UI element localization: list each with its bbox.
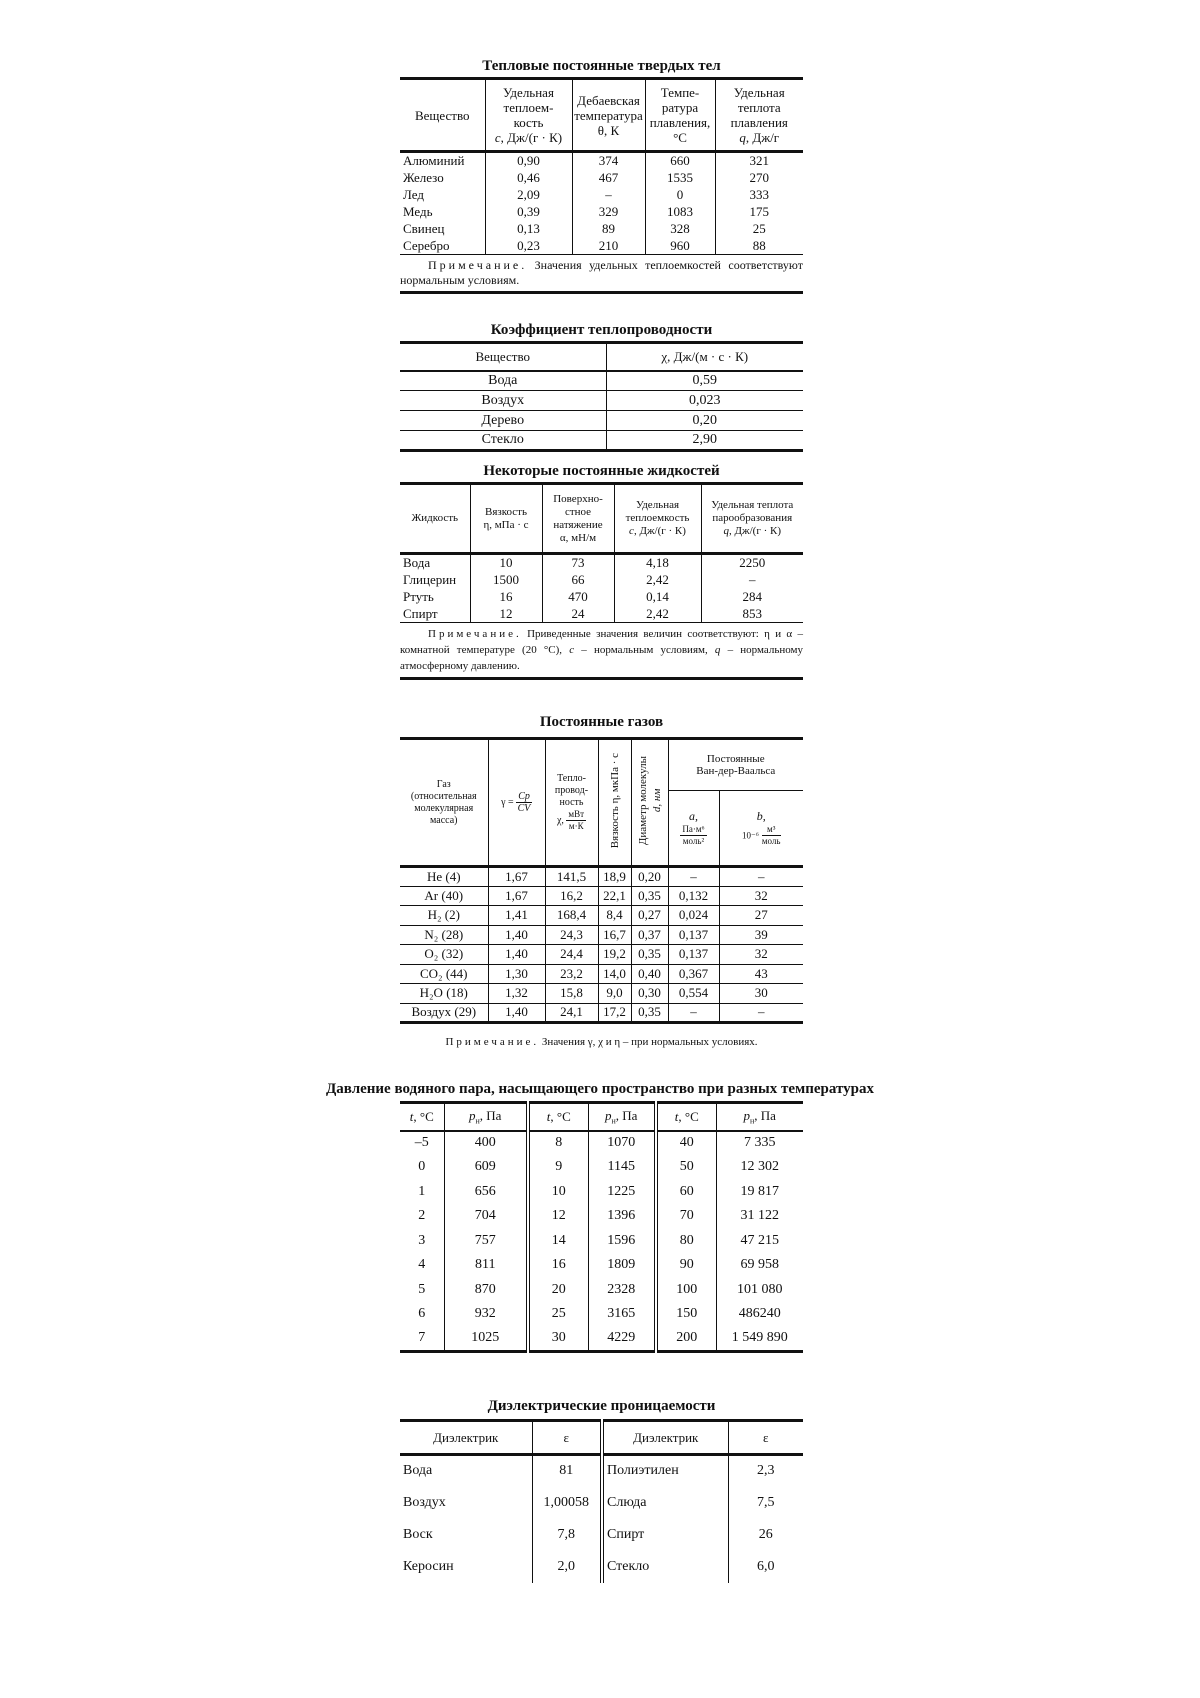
dielectric-row bbox=[400, 1551, 803, 1583]
heat-capacity-cell: 2,42 bbox=[614, 605, 701, 622]
heat-capacity-cell: 0,90 bbox=[485, 152, 572, 170]
conductivity-value-cell: 0,59 bbox=[606, 371, 803, 391]
conductivity-cell: 141,5 bbox=[545, 867, 598, 887]
gamma-cell: 1,67 bbox=[488, 867, 545, 887]
dielectric-header-eps1: ε bbox=[532, 1421, 602, 1455]
diameter-cell: 0,35 bbox=[631, 1003, 668, 1023]
temperature-cell: 9 bbox=[528, 1155, 588, 1180]
diameter-cell: 0,20 bbox=[631, 867, 668, 887]
conductivity-row bbox=[400, 411, 803, 431]
diameter-cell: 0,35 bbox=[631, 945, 668, 965]
dielectric-title: Диэлектрические проницаемости bbox=[487, 1398, 716, 1414]
permittivity-cell: 7,5 bbox=[728, 1487, 803, 1519]
solids-table bbox=[400, 77, 803, 254]
permittivity-cell: 2,0 bbox=[532, 1551, 602, 1583]
permittivity-cell: 81 bbox=[532, 1455, 602, 1487]
substance-cell: Стекло bbox=[481, 432, 524, 447]
debye-temp-cell: – bbox=[572, 186, 645, 203]
vapor-row bbox=[400, 1253, 803, 1278]
conductivity-value-cell: 0,20 bbox=[606, 411, 803, 431]
gases-row bbox=[400, 906, 803, 926]
temperature-cell: 100 bbox=[656, 1278, 716, 1303]
gases-note: Примечание. Значения γ, χ и η – при нормальных условиях. bbox=[445, 1036, 758, 1048]
vapor-row bbox=[400, 1278, 803, 1303]
gases-row bbox=[400, 1003, 803, 1023]
solids-title: Тепловые постоянные твердых тел bbox=[482, 58, 721, 74]
temperature-cell: 7 bbox=[418, 1330, 426, 1345]
gas-cell: Ar (40) bbox=[424, 887, 464, 903]
gas-cell: N₂ (28) bbox=[424, 926, 464, 942]
liquids-table bbox=[400, 482, 803, 622]
gases-row bbox=[400, 945, 803, 965]
dielectric-section bbox=[400, 1397, 803, 1583]
temperature-cell: 12 bbox=[528, 1204, 588, 1229]
viscosity-cell: 16 bbox=[470, 588, 542, 605]
vapor-row bbox=[400, 1204, 803, 1229]
melting-temp-cell: 1083 bbox=[645, 203, 715, 220]
solids-header-heat: Удельная теплоем- кость c, Дж/(г · К) bbox=[485, 79, 572, 152]
melting-temp-cell: 660 bbox=[645, 152, 715, 170]
viscosity-cell: 16,7 bbox=[598, 925, 631, 945]
heat-capacity-cell: 0,23 bbox=[485, 237, 572, 254]
permittivity-cell: 7,8 bbox=[532, 1519, 602, 1551]
vapor-header-p1: $p_н$, Па bbox=[444, 1103, 528, 1131]
pressure-cell: 1070 bbox=[588, 1131, 656, 1156]
solids-header-melting: Темпе- ратура плавления, °С bbox=[645, 79, 715, 152]
surface-tension-cell: 470 bbox=[542, 588, 614, 605]
vapor-row bbox=[400, 1180, 803, 1205]
temperature-cell: 2 bbox=[418, 1208, 426, 1224]
substance-cell: Серебро bbox=[403, 237, 450, 253]
debye-temp-cell: 89 bbox=[572, 220, 645, 237]
viscosity-cell: 9,0 bbox=[598, 984, 631, 1004]
liquids-header-vaporization: Удельная теплота парообразования q, Дж/(г · К) bbox=[701, 484, 803, 554]
viscosity-cell: 22,1 bbox=[598, 886, 631, 906]
vdw-a-cell: 0,367 bbox=[668, 964, 719, 984]
solids-row bbox=[400, 203, 803, 220]
vdw-a-cell: 0,137 bbox=[668, 945, 719, 965]
pressure-cell: 4229 bbox=[588, 1327, 656, 1352]
solids-row bbox=[400, 152, 803, 170]
substance-cell: Лед bbox=[403, 186, 424, 202]
conductivity-header-chi: χ, Дж/(м · с · К) bbox=[606, 343, 803, 371]
dielectric-row bbox=[400, 1455, 803, 1487]
temperature-cell: 80 bbox=[656, 1229, 716, 1254]
viscosity-cell: 10 bbox=[470, 554, 542, 572]
dielectric-name-cell: Керосин bbox=[403, 1558, 454, 1574]
melting-temp-cell: 1535 bbox=[645, 169, 715, 186]
diameter-cell: 0,27 bbox=[631, 906, 668, 926]
heat-capacity-cell: 0,39 bbox=[485, 203, 572, 220]
liquid-cell: Глицерин bbox=[403, 571, 457, 587]
vapor-row bbox=[400, 1155, 803, 1180]
vdw-b-cell: 43 bbox=[719, 964, 803, 984]
gamma-cell: 1,67 bbox=[488, 886, 545, 906]
conductivity-row bbox=[400, 431, 803, 451]
conductivity-title: Коэффициент теплопроводности bbox=[490, 322, 713, 338]
permittivity-cell: 1,00058 bbox=[532, 1487, 602, 1519]
dielectric-name-cell: Спирт bbox=[602, 1519, 728, 1551]
temperature-cell: –5 bbox=[414, 1135, 429, 1151]
gas-cell: CO₂ (44) bbox=[420, 965, 468, 981]
vdw-b-cell: 32 bbox=[719, 886, 803, 906]
gases-table bbox=[400, 737, 803, 1024]
diameter-cell: 0,35 bbox=[631, 886, 668, 906]
vapor-title: Давление водяного пара, насыщающего пространство при разных температурах bbox=[325, 1081, 875, 1097]
melting-temp-cell: 960 bbox=[645, 237, 715, 254]
liquids-row bbox=[400, 588, 803, 605]
viscosity-cell: 8,4 bbox=[598, 906, 631, 926]
melting-temp-cell: 0 bbox=[645, 186, 715, 203]
pressure-cell: 609 bbox=[444, 1155, 528, 1180]
temperature-cell: 0 bbox=[418, 1159, 426, 1175]
conductivity-cell: 15,8 bbox=[545, 984, 598, 1004]
gas-cell: He (4) bbox=[426, 868, 461, 884]
dielectric-table bbox=[400, 1419, 803, 1583]
temperature-cell: 20 bbox=[528, 1278, 588, 1303]
temperature-cell: 200 bbox=[656, 1327, 716, 1352]
pressure-cell: 3165 bbox=[588, 1302, 656, 1327]
gamma-cell: 1,41 bbox=[488, 906, 545, 926]
pressure-cell: 1596 bbox=[588, 1229, 656, 1254]
vdw-a-cell: 0,137 bbox=[668, 925, 719, 945]
temperature-cell: 3 bbox=[418, 1232, 426, 1248]
solids-section bbox=[400, 57, 803, 294]
debye-temp-cell: 467 bbox=[572, 169, 645, 186]
solids-header-fusion: Удельная теплота плавления q, Дж/г bbox=[715, 79, 803, 152]
dielectric-row bbox=[400, 1487, 803, 1519]
substance-cell: Алюминий bbox=[403, 153, 465, 168]
dielectric-header-name1: Диэлектрик bbox=[433, 1429, 499, 1445]
permittivity-cell: 2,3 bbox=[728, 1455, 803, 1487]
dielectric-name-cell: Слюда bbox=[602, 1487, 728, 1519]
substance-cell: Вода bbox=[488, 372, 518, 388]
viscosity-cell: 12 bbox=[470, 605, 542, 622]
pressure-cell: 1809 bbox=[588, 1253, 656, 1278]
conductivity-row bbox=[400, 391, 803, 411]
conductivity-cell: 168,4 bbox=[545, 906, 598, 926]
liquids-note: Примечание. Приведенные значения величин соответствуют: η и α – комнатной температуре (20 °С), c – нормальным условиям, q – нормальному атмосферному давлению. bbox=[400, 622, 803, 680]
gases-header-viscosity: Вязкость η, мкПа · с bbox=[598, 739, 631, 867]
dielectric-name-cell: Полиэтилен bbox=[602, 1455, 728, 1487]
liquids-header-surface-tension: Поверхно- стное натяжение α, мН/м bbox=[542, 484, 614, 554]
heat-capacity-cell: 0,13 bbox=[485, 220, 572, 237]
gas-cell: H₂O (18) bbox=[419, 985, 468, 1001]
debye-temp-cell: 374 bbox=[572, 152, 645, 170]
viscosity-cell: 14,0 bbox=[598, 964, 631, 984]
heat-capacity-cell: 0,46 bbox=[485, 169, 572, 186]
gamma-cell: 1,32 bbox=[488, 984, 545, 1004]
temperature-cell: 5 bbox=[418, 1281, 426, 1297]
vaporization-heat-cell: – bbox=[701, 571, 803, 588]
debye-temp-cell: 329 bbox=[572, 203, 645, 220]
gases-header-b: b, 10⁻⁶ $\frac{\text{м³}}{\text{моль}}$ bbox=[719, 791, 803, 867]
gas-cell: Воздух (29) bbox=[411, 1004, 477, 1020]
conductivity-section bbox=[400, 321, 803, 452]
gases-row bbox=[400, 925, 803, 945]
pressure-cell: 1 549 890 bbox=[716, 1327, 803, 1352]
viscosity-cell: 18,9 bbox=[598, 867, 631, 887]
pressure-cell: 1396 bbox=[588, 1204, 656, 1229]
vapor-header-p3: $p_н$, Па bbox=[716, 1103, 803, 1131]
temperature-cell: 4 bbox=[418, 1257, 426, 1273]
vapor-section bbox=[400, 1101, 803, 1353]
temperature-cell: 30 bbox=[528, 1327, 588, 1352]
vdw-b-cell: 32 bbox=[719, 945, 803, 965]
dielectric-header-name2: Диэлектрик bbox=[602, 1421, 728, 1455]
liquids-title: Некоторые постоянные жидкостей bbox=[483, 463, 720, 479]
pressure-cell: 757 bbox=[444, 1229, 528, 1254]
pressure-cell: 7 335 bbox=[716, 1131, 803, 1156]
conductivity-table bbox=[400, 341, 803, 452]
temperature-cell: 90 bbox=[656, 1253, 716, 1278]
vapor-table bbox=[400, 1101, 803, 1353]
temperature-cell: 1 bbox=[418, 1183, 426, 1199]
vaporization-heat-cell: 2250 bbox=[701, 554, 803, 572]
pressure-cell: 12 302 bbox=[716, 1155, 803, 1180]
temperature-cell: 150 bbox=[656, 1302, 716, 1327]
gases-row bbox=[400, 984, 803, 1004]
solids-row bbox=[400, 186, 803, 203]
temperature-cell: 60 bbox=[656, 1180, 716, 1205]
melting-temp-cell: 328 bbox=[645, 220, 715, 237]
debye-temp-cell: 210 bbox=[572, 237, 645, 254]
temperature-cell: 10 bbox=[528, 1180, 588, 1205]
gamma-cell: 1,30 bbox=[488, 964, 545, 984]
pressure-cell: 1225 bbox=[588, 1180, 656, 1205]
gamma-cell: 1,40 bbox=[488, 1003, 545, 1023]
viscosity-cell: 17,2 bbox=[598, 1003, 631, 1023]
gases-section bbox=[400, 713, 803, 1048]
conductivity-value-cell: 0,023 bbox=[606, 391, 803, 411]
dielectric-row bbox=[400, 1519, 803, 1551]
pressure-cell: 69 958 bbox=[716, 1253, 803, 1278]
gases-header-vdw: Постоянные Ван-дер-Ваальса bbox=[668, 739, 803, 791]
substance-cell: Воздух bbox=[481, 392, 525, 408]
fusion-heat-cell: 270 bbox=[715, 169, 803, 186]
conductivity-cell: 24,4 bbox=[545, 945, 598, 965]
vapor-row bbox=[400, 1302, 803, 1327]
vaporization-heat-cell: 284 bbox=[701, 588, 803, 605]
liquids-section bbox=[400, 462, 803, 680]
conductivity-header-substance: Вещество bbox=[475, 348, 531, 364]
pressure-cell: 932 bbox=[444, 1302, 528, 1327]
pressure-cell: 400 bbox=[444, 1131, 528, 1156]
temperature-cell: 16 bbox=[528, 1253, 588, 1278]
gases-row bbox=[400, 964, 803, 984]
heat-capacity-cell: 2,42 bbox=[614, 571, 701, 588]
solids-row bbox=[400, 220, 803, 237]
vdw-a-cell: – bbox=[668, 1003, 719, 1023]
conductivity-row bbox=[400, 371, 803, 391]
surface-tension-cell: 24 bbox=[542, 605, 614, 622]
substance-cell: Дерево bbox=[481, 412, 525, 428]
fusion-heat-cell: 333 bbox=[715, 186, 803, 203]
temperature-cell: 6 bbox=[418, 1306, 426, 1322]
vapor-header-t3: t, °C bbox=[656, 1103, 716, 1131]
permittivity-cell: 6,0 bbox=[728, 1551, 803, 1583]
liquids-header-liquid: Жидкость bbox=[411, 512, 459, 524]
heat-capacity-cell: 2,09 bbox=[485, 186, 572, 203]
dielectric-name-cell: Вода bbox=[403, 1463, 433, 1479]
vdw-b-cell: 27 bbox=[719, 906, 803, 926]
temperature-cell: 50 bbox=[656, 1155, 716, 1180]
temperature-cell: 70 bbox=[656, 1204, 716, 1229]
pressure-cell: 1145 bbox=[588, 1155, 656, 1180]
vdw-b-cell: 39 bbox=[719, 925, 803, 945]
diameter-cell: 0,40 bbox=[631, 964, 668, 984]
liquids-header-viscosity: Вязкость η, мПа · с bbox=[470, 484, 542, 554]
gas-cell: H₂ (2) bbox=[427, 907, 460, 923]
vdw-b-cell: – bbox=[719, 867, 803, 887]
conductivity-cell: 24,1 bbox=[545, 1003, 598, 1023]
gases-title: Постоянные газов bbox=[539, 714, 664, 730]
solids-row bbox=[400, 237, 803, 254]
conductivity-value-cell: 2,90 bbox=[606, 431, 803, 451]
vdw-a-cell: 0,554 bbox=[668, 984, 719, 1004]
pressure-cell: 704 bbox=[444, 1204, 528, 1229]
viscosity-cell: 1500 bbox=[470, 571, 542, 588]
heat-capacity-cell: 0,14 bbox=[614, 588, 701, 605]
heat-capacity-cell: 4,18 bbox=[614, 554, 701, 572]
liquid-cell: Ртуть bbox=[403, 588, 434, 604]
viscosity-cell: 19,2 bbox=[598, 945, 631, 965]
gases-row bbox=[400, 867, 803, 887]
gases-row bbox=[400, 886, 803, 906]
conductivity-cell: 16,2 bbox=[545, 886, 598, 906]
temperature-cell: 8 bbox=[528, 1131, 588, 1156]
vapor-row bbox=[400, 1327, 803, 1352]
gases-header-conductivity: Тепло- провод- ность χ, $\frac{\text{мВт}}{м\cdot К}$ bbox=[545, 739, 598, 867]
pressure-cell: 31 122 bbox=[716, 1204, 803, 1229]
pressure-cell: 101 080 bbox=[716, 1278, 803, 1303]
pressure-cell: 19 817 bbox=[716, 1180, 803, 1205]
solids-note: Примечание. Значения удельных теплоемкостей соответствуют нормальным условиям. bbox=[400, 254, 803, 294]
vapor-header-p2: $p_н$, Па bbox=[588, 1103, 656, 1131]
fusion-heat-cell: 175 bbox=[715, 203, 803, 220]
gases-header-diameter: Диаметр молекулы d, нм bbox=[631, 739, 668, 867]
liquids-row bbox=[400, 554, 803, 572]
surface-tension-cell: 73 bbox=[542, 554, 614, 572]
pressure-cell: 47 215 bbox=[716, 1229, 803, 1254]
liquids-header-heat: Удельная теплоемкость c, Дж/(г · К) bbox=[614, 484, 701, 554]
vapor-header-t1: t, °C bbox=[409, 1108, 434, 1124]
vdw-b-cell: 30 bbox=[719, 984, 803, 1004]
conductivity-cell: 24,3 bbox=[545, 925, 598, 945]
vapor-row bbox=[400, 1229, 803, 1254]
vapor-header-t2: t, °C bbox=[528, 1103, 588, 1131]
fusion-heat-cell: 321 bbox=[715, 152, 803, 170]
vdw-a-cell: 0,132 bbox=[668, 886, 719, 906]
surface-tension-cell: 66 bbox=[542, 571, 614, 588]
vdw-a-cell: 0,024 bbox=[668, 906, 719, 926]
substance-cell: Железо bbox=[403, 169, 444, 185]
dielectric-name-cell: Воздух bbox=[403, 1494, 446, 1510]
vdw-b-cell: – bbox=[719, 1003, 803, 1023]
solids-header-substance: Вещество bbox=[414, 107, 470, 123]
pressure-cell: 1025 bbox=[444, 1327, 528, 1352]
gases-header-gamma: γ = $\frac{Cp}{CV}$ bbox=[488, 739, 545, 867]
pressure-cell: 656 bbox=[444, 1180, 528, 1205]
gases-header-a: a, $\frac{\text{Па·м⁶}}{\text{моль²}}$ bbox=[668, 791, 719, 867]
fusion-heat-cell: 25 bbox=[715, 220, 803, 237]
substance-cell: Медь bbox=[403, 203, 433, 219]
temperature-cell: 40 bbox=[656, 1131, 716, 1156]
vdw-a-cell: – bbox=[668, 867, 719, 887]
permittivity-cell: 26 bbox=[728, 1519, 803, 1551]
fusion-heat-cell: 88 bbox=[715, 237, 803, 254]
pressure-cell: 870 bbox=[444, 1278, 528, 1303]
liquids-row bbox=[400, 605, 803, 622]
temperature-cell: 14 bbox=[528, 1229, 588, 1254]
gamma-cell: 1,40 bbox=[488, 945, 545, 965]
dielectric-header-eps2: ε bbox=[728, 1421, 803, 1455]
dielectric-name-cell: Стекло bbox=[602, 1551, 728, 1583]
conductivity-cell: 23,2 bbox=[545, 964, 598, 984]
temperature-cell: 25 bbox=[528, 1302, 588, 1327]
liquids-row bbox=[400, 571, 803, 588]
pressure-cell: 2328 bbox=[588, 1278, 656, 1303]
pressure-cell: 486240 bbox=[716, 1302, 803, 1327]
gamma-cell: 1,40 bbox=[488, 925, 545, 945]
gas-cell: O₂ (32) bbox=[424, 946, 464, 962]
liquid-cell: Спирт bbox=[403, 605, 438, 621]
liquid-cell: Вода bbox=[403, 555, 431, 570]
pressure-cell: 811 bbox=[444, 1253, 528, 1278]
solids-header-debye: Дебаевская температура θ, К bbox=[572, 79, 645, 152]
gases-header-gas: Газ (относительная молекулярная масса) bbox=[400, 739, 488, 867]
solids-row bbox=[400, 169, 803, 186]
diameter-cell: 0,30 bbox=[631, 984, 668, 1004]
vapor-row bbox=[400, 1131, 803, 1156]
substance-cell: Свинец bbox=[403, 220, 445, 236]
vaporization-heat-cell: 853 bbox=[701, 605, 803, 622]
diameter-cell: 0,37 bbox=[631, 925, 668, 945]
dielectric-name-cell: Воск bbox=[403, 1526, 433, 1542]
